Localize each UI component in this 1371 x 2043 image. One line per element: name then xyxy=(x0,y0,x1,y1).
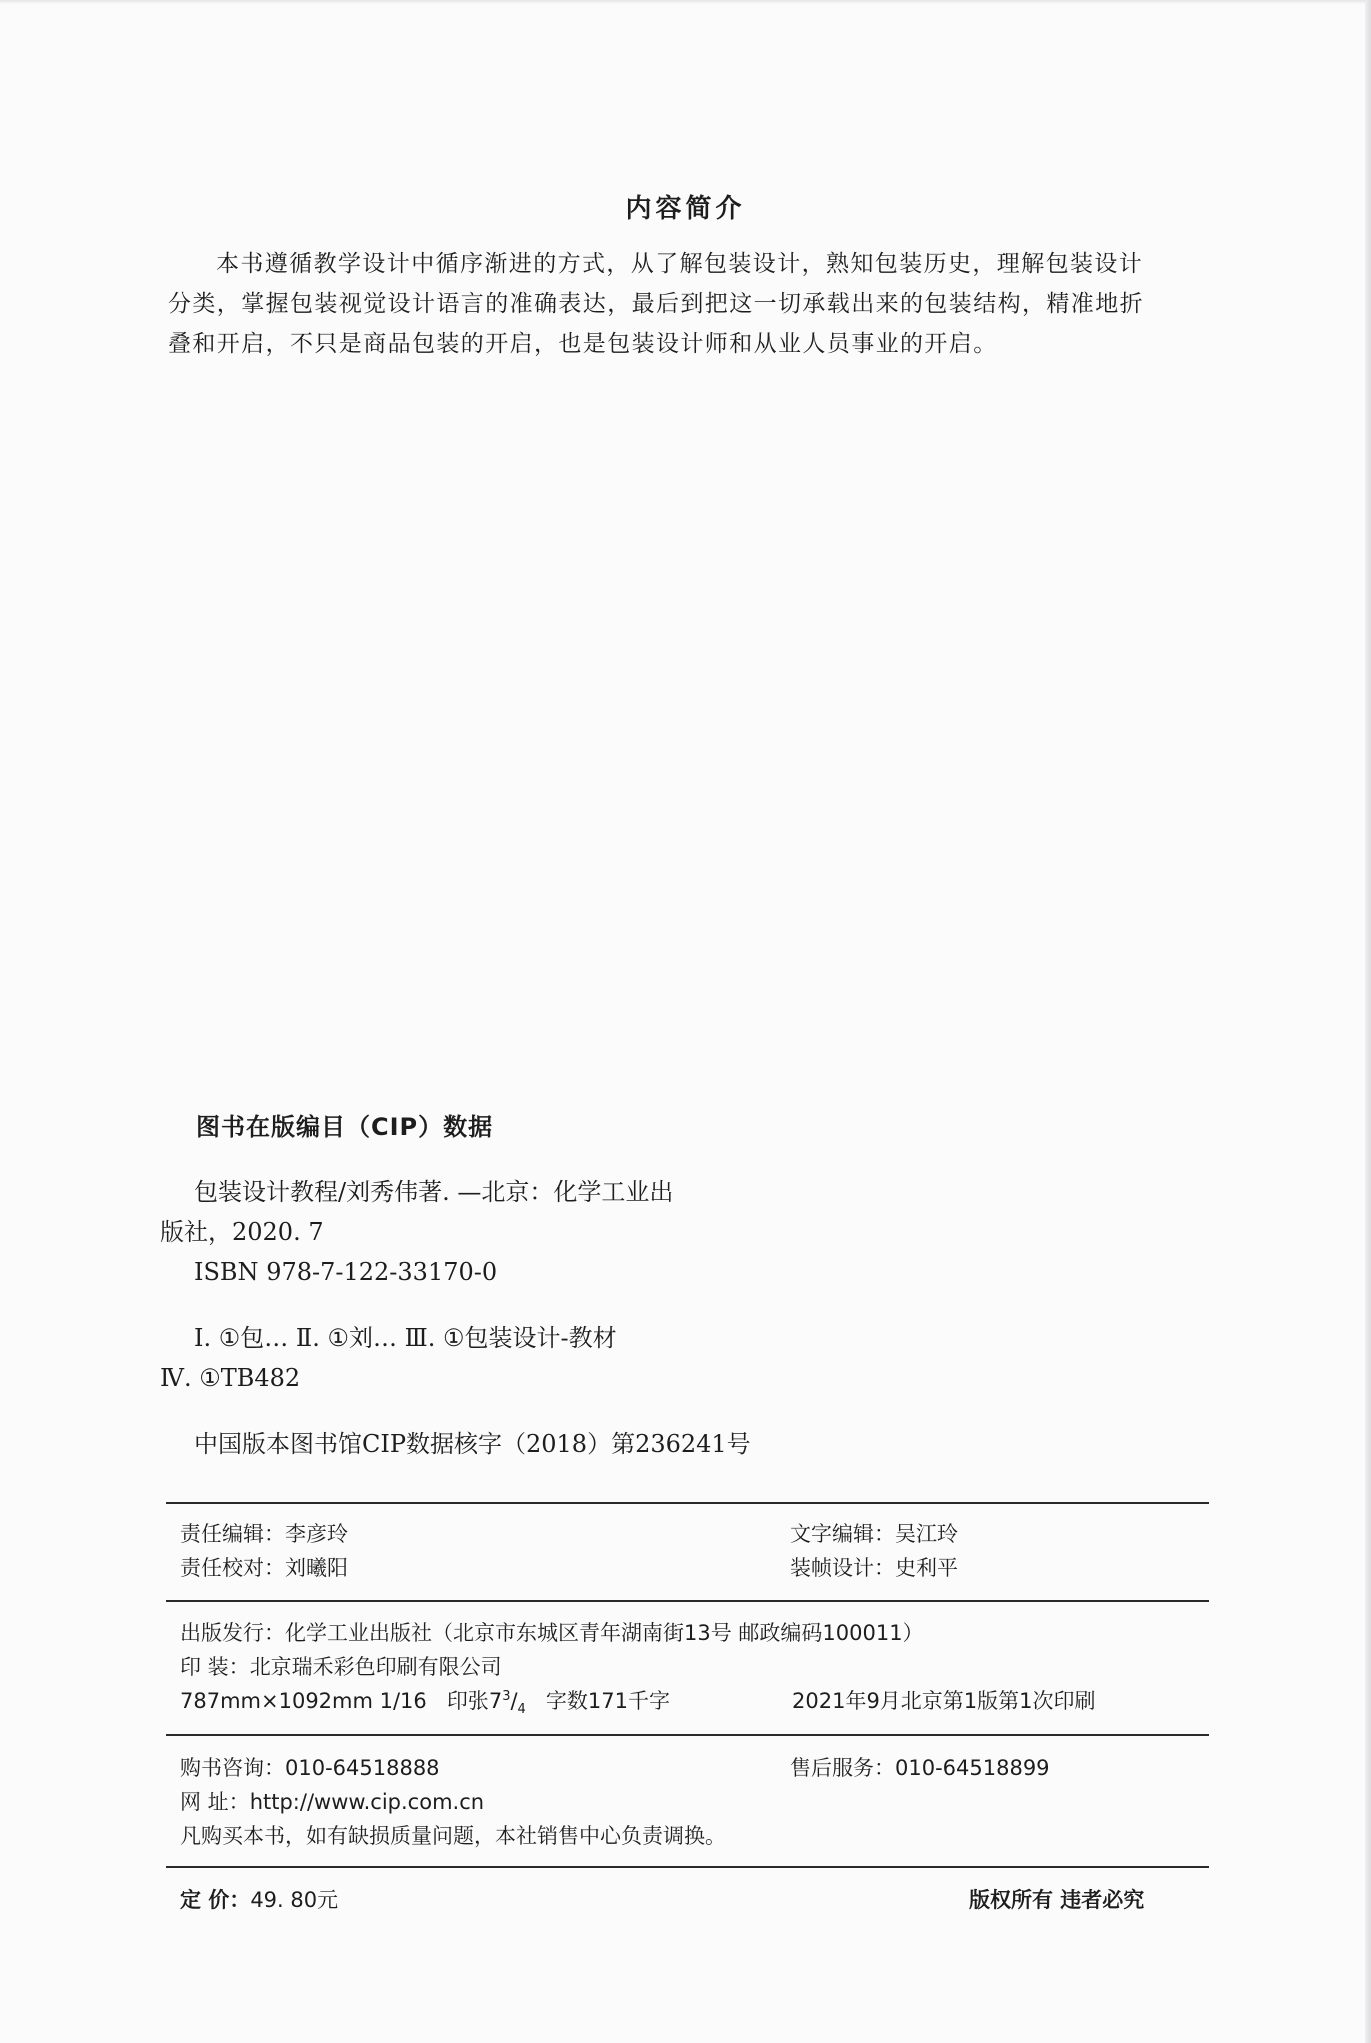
divider-rule xyxy=(166,1734,1209,1736)
replacement-notice: 凡购买本书，如有缺损质量问题，本社销售中心负责调换。 xyxy=(180,1824,726,1848)
service-phone: 010-64518899 xyxy=(895,1756,1050,1780)
cip-entry xyxy=(160,1172,880,1292)
printer-label: 印 装： xyxy=(180,1655,250,1679)
credits-row-proof xyxy=(180,1552,1200,1584)
cip-entry-line: 包装设计教程/刘秀伟著. —北京：化学工业出 xyxy=(194,1178,674,1206)
purchase-label: 购书咨询： xyxy=(180,1756,285,1780)
intro-line: 本书遵循教学设计中循序渐进的方式，从了解包装设计，熟知包装历史，理解包装设计 xyxy=(216,251,1144,277)
cip-subjects xyxy=(160,1318,880,1398)
rights-notice: 版权所有 违者必究 xyxy=(969,1888,1145,1912)
page-right-edge xyxy=(1365,0,1371,2043)
price-row xyxy=(180,1884,1200,1916)
cip-entry-line: 版社，2020. 7 xyxy=(160,1218,324,1246)
sheets-denominator: 4 xyxy=(517,1702,526,1718)
cip-heading: 图书在版编目（CIP）数据 xyxy=(196,1113,494,1141)
cip-isbn: ISBN 978-7-122-33170-0 xyxy=(194,1258,498,1286)
contact-row-web xyxy=(180,1786,1200,1818)
sheets-whole: 7 xyxy=(488,1689,503,1713)
contact-row-phones xyxy=(180,1752,1200,1784)
sheets-numerator: 3 xyxy=(502,1689,511,1704)
credits-row-editors xyxy=(180,1518,1200,1550)
text-editor-label: 文字编辑： xyxy=(790,1522,895,1546)
contact-row-notice xyxy=(180,1820,1200,1852)
format-row: 787mm×1092mm 1/16 印张$7^3/_4$ 字数171千字 2021年9月北京第1版第1次印刷 xyxy=(180,1689,1096,1718)
price-value: 49. 80元 xyxy=(250,1888,339,1912)
cip-verification xyxy=(160,1424,880,1464)
publisher-row xyxy=(180,1617,1200,1649)
cover-designer-label: 装帧设计： xyxy=(790,1556,895,1580)
text-editor-name: 吴江玲 xyxy=(895,1522,958,1546)
proofreader-label: 责任校对： xyxy=(180,1556,285,1580)
cover-designer-name: 史利平 xyxy=(895,1556,958,1580)
intro-body xyxy=(168,244,1224,364)
sheets-label: 印张 xyxy=(446,1689,489,1713)
publisher-label: 出版发行： xyxy=(180,1621,285,1645)
web-label: 网 址： xyxy=(180,1790,250,1814)
intro-title: 内容简介 xyxy=(625,194,746,224)
intro-line: 分类，掌握包装视觉设计语言的准确表达，最后到把这一切承载出来的包装结构，精准地折 xyxy=(168,291,1144,317)
printer-value: 北京瑞禾彩色印刷有限公司 xyxy=(249,1655,502,1679)
editor-label: 责任编辑： xyxy=(180,1522,285,1546)
publisher-value: 化学工业出版社（北京市东城区青年湖南街13号 邮政编码100011） xyxy=(285,1621,924,1645)
intro-line: 叠和开启，不只是商品包装的开启，也是包装设计师和从业人员事业的开启。 xyxy=(168,331,998,357)
editor-name: 李彦玲 xyxy=(285,1522,348,1546)
cip-verification-line: 中国版本图书馆CIP数据核字（2018）第236241号 xyxy=(194,1430,751,1458)
divider-rule xyxy=(166,1866,1209,1868)
proofreader-name: 刘曦阳 xyxy=(285,1556,348,1580)
purchase-phone: 010-64518888 xyxy=(285,1756,440,1780)
price-label: 定 价： xyxy=(180,1888,251,1912)
page-top-edge xyxy=(0,0,1371,4)
divider-rule xyxy=(166,1600,1209,1602)
format-value: 787mm×1092mm 1/16 xyxy=(180,1689,427,1713)
printer-row xyxy=(180,1651,1200,1683)
cip-subjects-line: Ⅳ. ①TB482 xyxy=(160,1364,301,1392)
web-address: http://www.cip.com.cn xyxy=(249,1790,485,1814)
service-label: 售后服务： xyxy=(790,1756,895,1780)
edition-value: 2021年9月北京第1版第1次印刷 xyxy=(792,1689,1096,1713)
cip-subjects-line: Ⅰ. ①包… Ⅱ. ①刘… Ⅲ. ①包装设计-教材 xyxy=(194,1324,617,1352)
word-count: 字数171千字 xyxy=(545,1689,670,1713)
divider-rule xyxy=(166,1502,1209,1504)
